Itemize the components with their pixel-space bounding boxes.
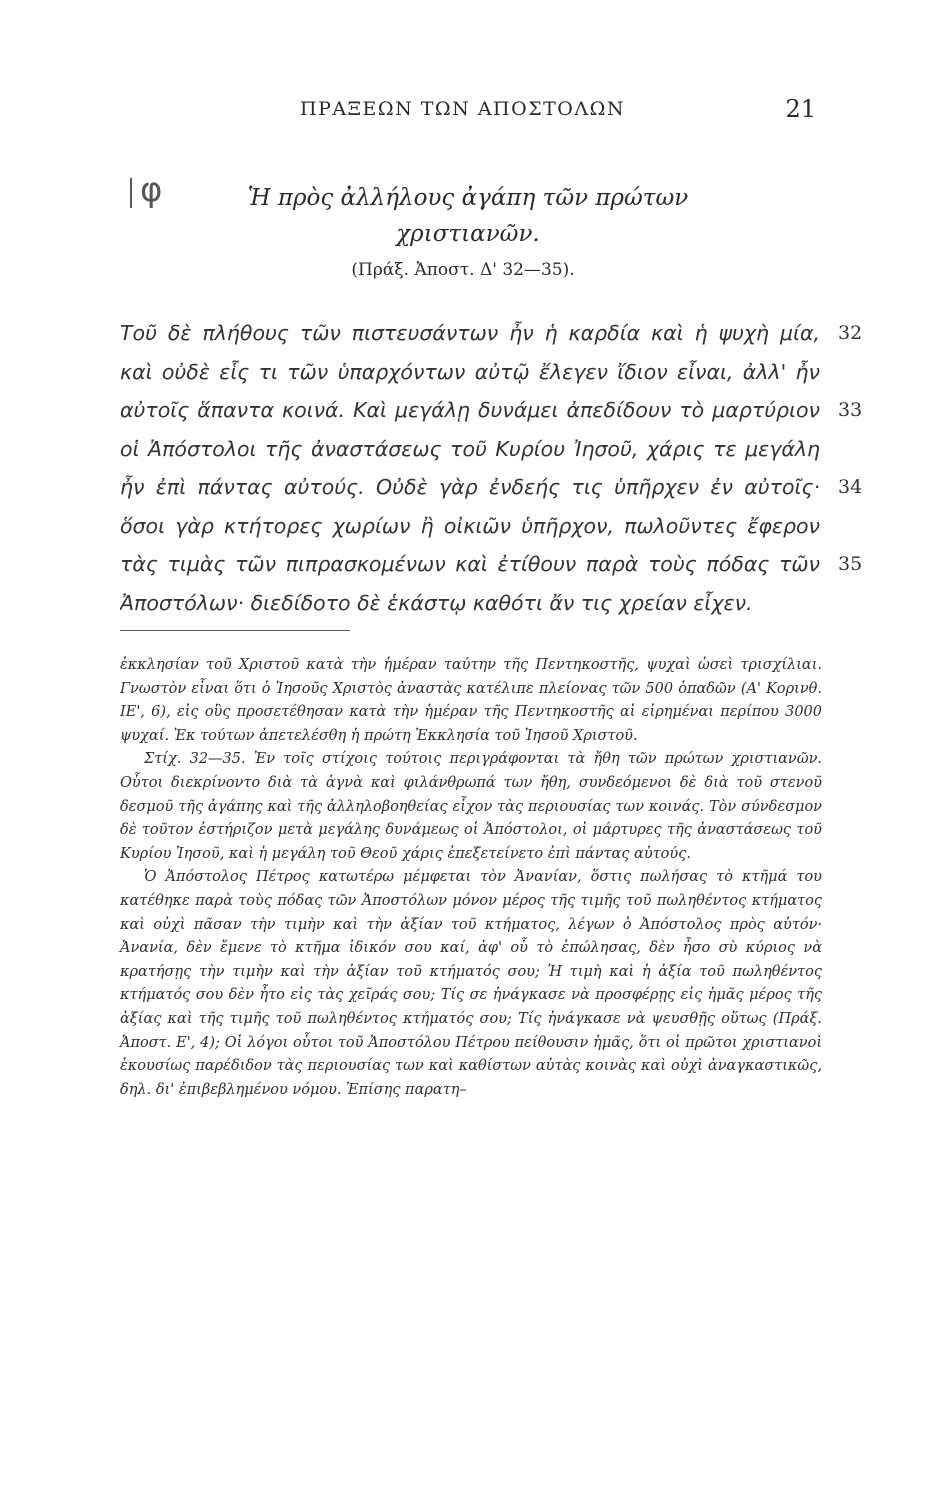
commentary-paragraph: Στίχ. 32—35. Ἐν τοῖς στίχοις τούτοις περιγράφονται τὰ ἤθη τῶν πρώτων χριστιανῶν. Οὗτοι διεκρίνοντο διὰ τὰ ἁγνὰ καὶ φιλάνθρωπά των ἤθη, συνδεόμενοι δὲ διὰ τοῦ στενοῦ δεσμοῦ τῆς ἀγάπης καὶ τῆς ἀλληλοβοηθείας εἶχον τὰς περιουσίας των κοινάς. Τὸν σύνδεσμον δὲ τοῦτον ἐστήριζον μετὰ μεγάλης δυνάμεως οἱ Ἀπόστολοι, οἱ μάρτυρες τῆς ἀναστάσεως τοῦ Κυρίου Ἰησοῦ, καὶ ἡ μεγάλη τοῦ Θεοῦ χάρις ἐπεξετείνετο ἐπὶ πάντας αὐτούς. xyxy=(120,751,822,862)
section-title xyxy=(190,180,746,252)
commentary-paragraph: Ὁ Ἀπόστολος Πέτρος κατωτέρω μέμφεται τὸν Ἀνανίαν, ὅστις πωλήσας τὸ κτῆμά του κατέθηκε παρὰ τοὺς πόδας τῶν Ἀποστόλων μόνον μέρος τῆς τιμῆς τοῦ πωληθέντος κτήματος καὶ οὐχὶ πᾶσαν τὴν τιμὴν καὶ τὴν ἀξίαν τοῦ κτήματος, λέγων ὁ Ἀπόστολος πρὸς αὐτόν· Ἀνανία, δὲν ἔμενε τὸ κτῆμα ἰδικόν σου καί, ἀφ' οὗ τὸ ἐπώλησας, δὲν ἦσο σὺ κύριος νὰ κρατήσῃς τὴν τιμὴν καὶ τὴν ἀξίαν τοῦ κτήματός σου; Ἡ τιμὴ καὶ ἡ ἀξία τοῦ πωληθέντος κτήματός σου δὲν ἦτο εἰς τὰς χεῖράς σου; Τίς σε ἠνάγκασε νὰ προσφέρῃς εἰς ἡμᾶς μέρος τῆς ἀξίας καὶ τῆς τιμῆς τοῦ πωληθέντος κτήματός σου; Τίς ἠνάγκασε νὰ ψευσθῇς οὕτως (Πράξ. Ἀποστ. Ε', 4); Οἱ λόγοι οὗτοι τοῦ Ἀποστόλου Πέτρου πείθουσιν ἡμᾶς, ὅτι οἱ πρῶτοι χριστιανοὶ ἑκουσίως παρέδιδον τὰς περιουσίας των καὶ καθίστων αὐτὰς κοινὰς καὶ οὐχὶ ἀναγκαστικῶς, δηλ. δι' ἐπιβεβλημένου νόμου. Ἐπίσης παρατη– xyxy=(120,869,822,1098)
scripture-line: αὐτοῖς ἅπαντα κοινά. Καὶ μεγάλῃ δυνάμει ἀπεδίδουν τὸ μαρτύριον xyxy=(120,398,820,422)
scripture-reference: (Πράξ. Ἀποστ. Δ' 32—35). xyxy=(351,260,575,280)
scripture-line: καὶ οὐδὲ εἷς τι τῶν ὑπαρχόντων αὐτῷ ἔλεγεν ἴδιον εἶναι, ἀλλ' ἦν xyxy=(120,359,820,384)
scripture-line: οἱ Ἀπόστολοι τῆς ἀναστάσεως τοῦ Κυρίου Ἰησοῦ, χάρις τε μεγάλη xyxy=(120,436,820,461)
commentary xyxy=(120,654,822,1102)
footnote-divider xyxy=(120,630,350,631)
verse-number: 35 xyxy=(838,553,863,575)
verse-number: 34 xyxy=(838,476,863,498)
scripture-line: ὅσοι γὰρ κτήτορες χωρίων ἢ οἰκιῶν ὑπῆρχον, πωλοῦντες ἔφερον xyxy=(120,513,820,538)
scripture-line: Τοῦ δὲ πλήθους τῶν πιστευσάντων ἦν ἡ καρδία καὶ ἡ ψυχὴ μία, xyxy=(120,321,820,345)
margin-annotation xyxy=(140,170,162,210)
scripture-line: τὰς τιμὰς τῶν πιπρασκομένων καὶ ἐτίθουν παρὰ τοὺς πόδας τῶν xyxy=(120,552,820,576)
margin-bar xyxy=(130,178,132,208)
scripture-line: ἦν ἐπὶ πάντας αὐτούς. Οὐδὲ γὰρ ἐνδεής τις ὑπῆρχεν ἐν αὐτοῖς· xyxy=(120,475,820,499)
section-title-line-1: Ἡ πρὸς ἀλλήλους ἀγάπη τῶν πρώτων xyxy=(247,185,689,211)
running-title: ΠΡΑΞΕΩΝ ΤΩΝ ΑΠΟΣΤΟΛΩΝ xyxy=(300,98,625,120)
page-number: 21 xyxy=(785,95,816,123)
scripture-text xyxy=(120,314,863,622)
commentary-paragraph: ἐκκλησίαν τοῦ Χριστοῦ κατὰ τὴν ἡμέραν ταύτην τῆς Πεντηκοστῆς, ψυχαὶ ὡσεὶ τρισχίλιαι. Γνωστὸν εἶναι ὅτι ὁ Ἰησοῦς Χριστὸς ἀναστὰς κατέλιπε πλείονας τῶν 500 ὀπαδῶν (Α' Κορινθ. ΙΕ', 6), εἰς οὓς προσετέθησαν κατὰ τὴν ἡμέραν τῆς Πεντηκοστῆς αἱ εἰρημέναι περίπου 3000 ψυχαί. Ἐκ τούτων ἀπετελέσθη ἡ πρώτη Ἐκκλησία τοῦ Ἰησοῦ Χριστοῦ. xyxy=(120,657,822,744)
margin-phi: φ xyxy=(140,170,163,210)
scripture-line: Ἀποστόλων· διεδίδοτο δὲ ἑκάστῳ καθότι ἄν τις χρείαν εἶχεν. xyxy=(120,590,753,615)
verse-number: 32 xyxy=(838,322,863,344)
verse-number: 33 xyxy=(838,399,863,421)
section-title-line-2: χριστιανῶν. xyxy=(396,221,540,247)
